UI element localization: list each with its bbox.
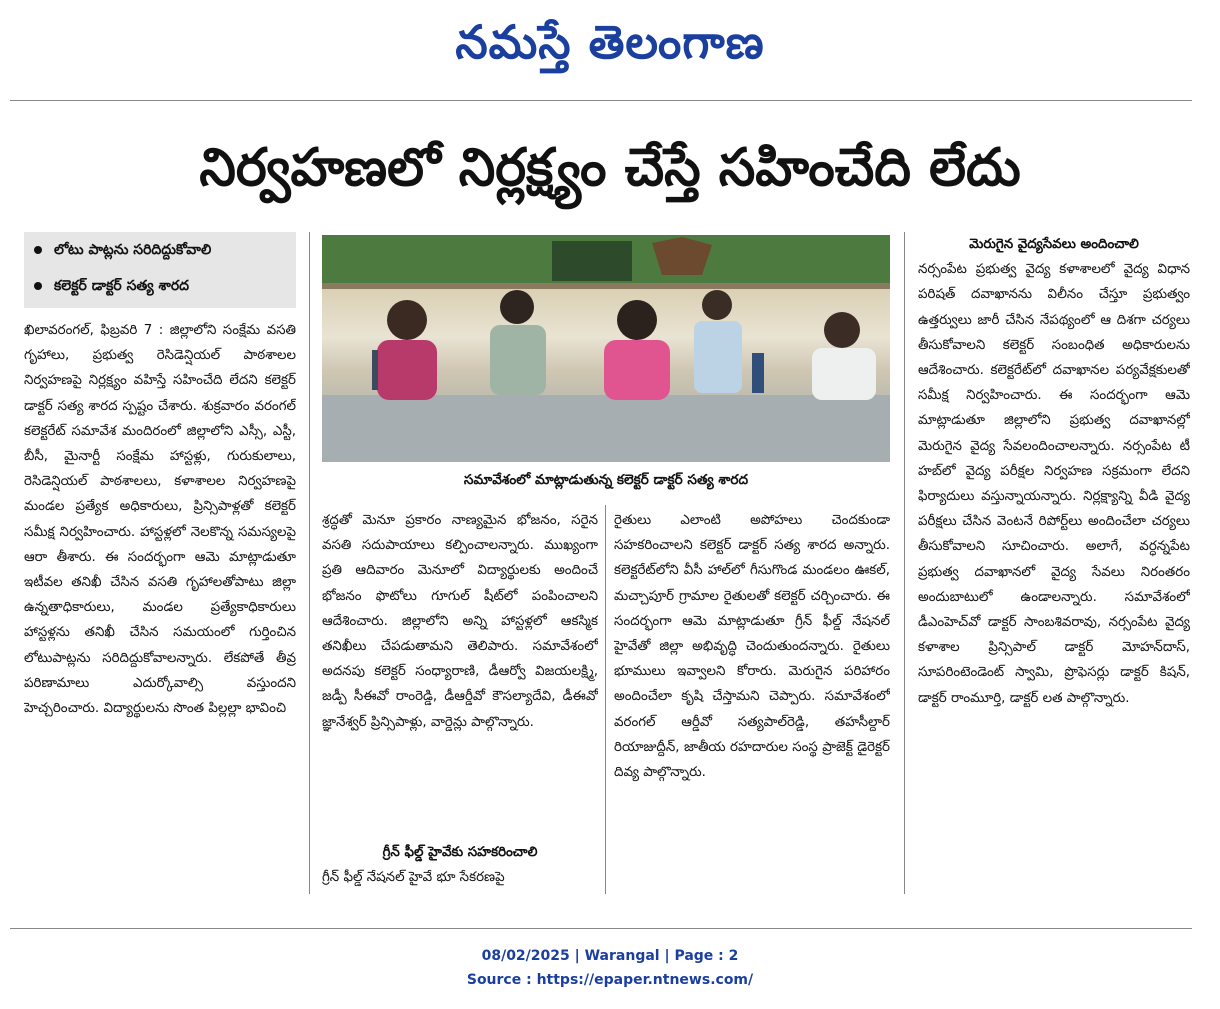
headline-block (0, 118, 1220, 218)
column-2-tail-text: గ్రీన్ ఫీల్డ్ నేషనల్ హైవే భూ సేకరణపై (322, 870, 505, 886)
top-divider (10, 100, 1192, 101)
bottom-divider (10, 928, 1192, 929)
bullet-dot-icon (34, 282, 42, 290)
column-3-text: రైతులు ఎలాంటి అపోహలు చెందకుండా సహకరించాలని కలెక్టర్ డాక్టర్ సత్య శారద అన్నారు. కలెక్టరేట్‌లోని వీసీ హాల్‌లో గీసుగొండ మండలం ఊకల్, మచ్చాపూర్ గ్రామాల రైతులతో కలెక్టర్ చర్చించారు. ఈ సందర్భంగా ఆమె మాట్లాడుతూ గ్రీన్ ఫీల్డ్ నేషనల్ హైవేతో జిల్లా అభివృద్ధి చెందుతుందన్నారు. రైతులు భూములు ఇవ్వాలని కోరారు. మెరుగైన పరిహారం అందించేలా కృషి చేస్తామని చెప్పారు. సమావేశంలో వరంగల్ ఆర్డీవో సత్యపాల్‌రెడ్డి, తహసీల్దార్ రియాజుద్దీన్, జాతీయ రహదారుల సంస్థ ప్రాజెక్ట్ డైరెక్టర్ దివ్య పాల్గొన్నారు. (614, 513, 890, 781)
news-photo (322, 235, 890, 462)
column-1-text: ఖిలావరంగల్, ఫిబ్రవరి 7 : జిల్లాలోని సంక్షేమ వసతి గృహాలు, ప్రభుత్వ రెసిడెన్షియల్ పాఠశాలల నిర్వహణపై నిర్లక్ష్యం వహిస్తే సహించేది లేదని కలెక్టర్ డాక్టర్ సత్య శారద స్పష్టం చేశారు. శుక్రవారం వరంగల్ కలెక్టరేట్ సమావేశ మందిరంలో జిల్లాలోని ఎస్సీ, ఎస్టీ, బీసీ, మైనార్టీ సంక్షేమ హాస్టళ్లు, గురుకులాలు, రెసిడెన్షియల్ పాఠశాలలు, కళాశాలల నిర్వహణపై మండల ప్రత్యేక అధికారులు, ప్రిన్సిపాళ్లతో కలెక్టర్ సమీక్ష నిర్వహించారు. హాస్టళ్లలో నెలకొన్న సమస్యలపై ఆరా తీశారు. ఈ సందర్భంగా ఆమె మాట్లాడుతూ ఇటీవల తనిఖీ చేసిన వసతి గృహాలతోపాటు జిల్లా ఉన్నతాధికారులు, మండల ప్రత్యేకాధికారులు హాస్టళ్లను తనిఖీ చేసిన సమయంలో గుర్తించిన లోటుపాట్లను సరిదిద్దుకోవాలన్నారు. లేకపోతే తీవ్ర పరిణామాలు ఎదుర్కోవాల్సి వస్తుందని హెచ్చరించారు. విద్యార్థులను సొంత పిల్లల్లా భావించి (24, 323, 296, 717)
masthead-title: నమస్తే తెలంగాణ (455, 15, 765, 69)
footer-date-edition: 08/02/2025 | Warangal | Page : 2 (481, 948, 739, 964)
highlight-bullets (24, 232, 296, 308)
photo-caption: సమావేశంలో మాట్లాడుతున్న కలెక్టర్ డాక్టర్ సత్య శారద (463, 472, 749, 488)
bullet-item (24, 268, 296, 304)
bullet-dot-icon (34, 246, 42, 254)
column-4-text: నర్సంపేట ప్రభుత్వ వైద్య కళాశాలలో వైద్య విధాన పరిషత్ దవాఖానను విలీనం చేస్తూ ప్రభుత్వం ఉత్తర్వులు జారీ చేసిన నేపథ్యంలో ఆ దిశగా చర్యలు తీసుకోవాలని కలెక్టర్ సంబంధిత అధికారులను ఆదేశించారు. కలెక్టరేట్‌లో దవాఖానల పర్యవేక్షకులతో సమీక్ష నిర్వహించారు. ఈ సందర్భంగా ఆమె మాట్లాడుతూ జిల్లాలోని ప్రభుత్వ దవాఖానల్లో మెరుగైన వైద్య సేవలందించాలన్నారు. నర్సంపేట టీ హబ్‌లో వైద్య పరీక్షల నిర్వహణ సక్రమంగా లేదని ఫిర్యాదులు వస్తున్నాయన్నారు. నిర్లక్ష్యాన్ని వీడి వైద్య పరీక్షలు చేసిన వెంటనే రిపోర్ట్‌లు అందించేలా చర్యలు తీసుకోవాలని సూచించారు. అలాగే, వర్ధన్నపేట ప్రభుత్వ దవాఖానలో వైద్య సేవలు నిరంతరం అందుబాటులో ఉండాలన్నారు. సమావేశంలో డీఎంహెచ్‌వో డాక్టర్ సాంబశివరావు, నర్సంపేట వైద్య కళాశాల ప్రిన్సిపాల్ డాక్టర్ మోహన్‌దాస్, సూపరింటెండెంట్ స్వామి, ప్రొఫెసర్లు డాక్టర్ కిషన్, డాక్టర్ రాంమూర్తి, డాక్టర్ లత పాల్గొన్నారు. (918, 262, 1190, 706)
article-column-2 (322, 508, 598, 838)
column-divider (309, 232, 310, 894)
bullet-text: కలెక్టర్ డాక్టర్ సత్య శారద (54, 278, 190, 294)
article-column-4 (918, 232, 1190, 892)
article-column-1 (24, 318, 296, 886)
article-column-3 (614, 508, 890, 890)
column-2-subheading: గ్రీన్ ఫీల్డ్ హైవేకు సహకరించాలి (382, 845, 538, 860)
headline: నిర్వహణలో నిర్లక్ష్యం చేస్తే సహించేది లేదు (199, 138, 1021, 198)
masthead-logo (0, 8, 1220, 76)
article-column-2-section (322, 840, 598, 890)
column-2-text: శ్రద్ధతో మెనూ ప్రకారం నాణ్యమైన భోజనం, సరైన వసతి సదుపాయాలు కల్పించాలన్నారు. ముఖ్యంగా ప్రతి ఆదివారం మెనూలో విద్యార్థులకు అందించే భోజనం ఫొటోలు గూగుల్ షీట్‌లో పంపించాలని ఆదేశించారు. జిల్లాలోని అన్ని హాస్టళ్లలో ఆకస్మిక తనిఖీలు చేపడుతామని తెలిపారు. సమావేశంలో అదనపు కలెక్టర్ సంధ్యారాణి, డీఆర్వో విజయలక్ష్మి, జడ్పీ సీఈవో రాంరెడ్డి, డీఆర్డీవో కౌసల్యాదేవి, డీఈవో జ్ఞానేశ్వర్ ప్రిన్సిపాళ్లు, వార్డెన్లు పాల్గొన్నారు. (322, 513, 598, 730)
footer-source-link[interactable]: Source : https://epaper.ntnews.com/ (466, 972, 754, 988)
column-4-subheading: మెరుగైన వైద్యసేవలు అందించాలి (969, 237, 1139, 252)
column-divider (904, 232, 905, 894)
column-divider (605, 505, 606, 894)
bullet-text: లోటు పాట్లను సరిదిద్దుకోవాలి (54, 242, 212, 258)
bullet-item (24, 232, 296, 268)
meeting-photo-illustration (322, 235, 890, 462)
